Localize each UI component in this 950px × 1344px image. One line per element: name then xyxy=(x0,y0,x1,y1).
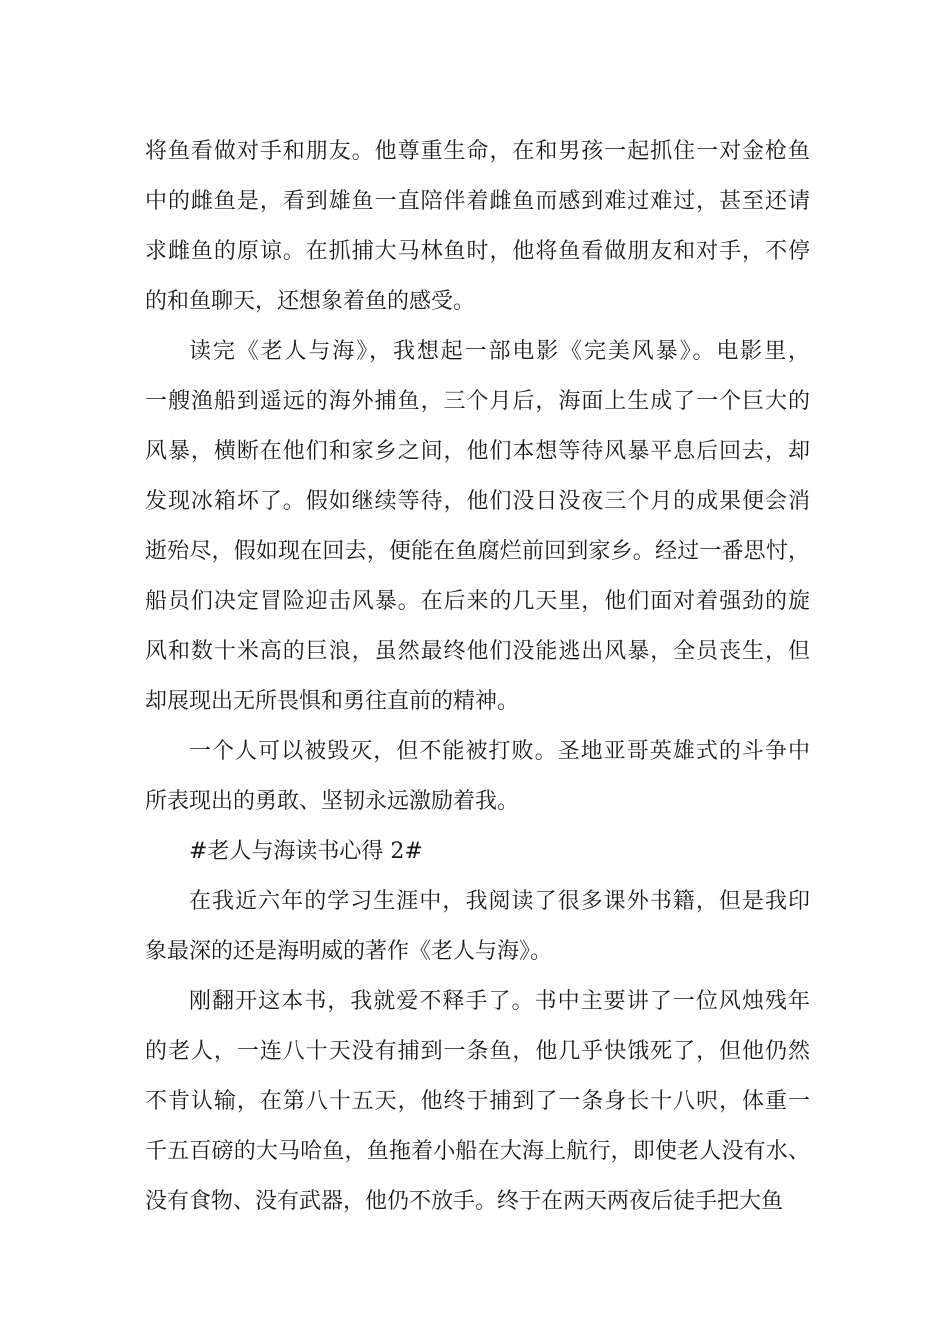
text-line: 船员们决定冒险迎击风暴。在后来的几天里，他们面对着强劲的旋 xyxy=(145,589,810,614)
text-line: 象最深的还是海明威的著作《老人与海》。 xyxy=(145,939,553,964)
text-line: 千五百磅的大马哈鱼，鱼拖着小船在大海上航行，即使老人没有水、 xyxy=(145,1139,810,1164)
document-page xyxy=(145,127,810,1227)
text-line: #老人与海读书心得 2# xyxy=(189,839,423,864)
text-line: 发现冰箱坏了。假如继续等待，他们没日没夜三个月的成果便会消 xyxy=(145,489,810,514)
text-line: 却展现出无所畏惧和勇往直前的精神。 xyxy=(145,689,520,714)
text-line: 在我近六年的学习生涯中，我阅读了很多课外书籍，但是我印 xyxy=(189,889,810,914)
text-line: 求雌鱼的原谅。在抓捕大马林鱼时，他将鱼看做朋友和对手，不停 xyxy=(145,239,810,264)
text-line: 风暴，横断在他们和家乡之间，他们本想等待风暴平息后回去，却 xyxy=(145,439,810,464)
text-line: 不肯认输，在第八十五天，他终于捕到了一条身长十八呎，体重一 xyxy=(145,1089,810,1114)
text-line: 一艘渔船到遥远的海外捕鱼，三个月后，海面上生成了一个巨大的 xyxy=(145,389,810,414)
text-line: 刚翻开这本书，我就爱不释手了。书中主要讲了一位风烛残年 xyxy=(189,989,810,1014)
text-line: 风和数十米高的巨浪，虽然最终他们没能逃出风暴，全员丧生，但 xyxy=(145,639,810,664)
text-line: 的老人，一连八十天没有捕到一条鱼，他几乎快饿死了，但他仍然 xyxy=(145,1039,810,1064)
text-line: 所表现出的勇敢、坚韧永远激励着我。 xyxy=(145,789,520,814)
text-line: 将鱼看做对手和朋友。他尊重生命，在和男孩一起抓住一对金枪鱼 xyxy=(145,139,810,164)
text-line: 的和鱼聊天，还想象着鱼的感受。 xyxy=(145,289,476,314)
text-line: 逝殆尽，假如现在回去，便能在鱼腐烂前回到家乡。经过一番思忖， xyxy=(145,539,810,564)
text-line: 读完《老人与海》，我想起一部电影《完美风暴》。电影里， xyxy=(189,339,810,364)
text-line: 没有食物、没有武器，他仍不放手。终于在两天两夜后徒手把大鱼 xyxy=(145,1189,784,1214)
text-line: 中的雌鱼是，看到雄鱼一直陪伴着雌鱼而感到难过难过，甚至还请 xyxy=(145,189,810,214)
text-line: 一个人可以被毁灭，但不能被打败。圣地亚哥英雄式的斗争中 xyxy=(189,739,810,764)
